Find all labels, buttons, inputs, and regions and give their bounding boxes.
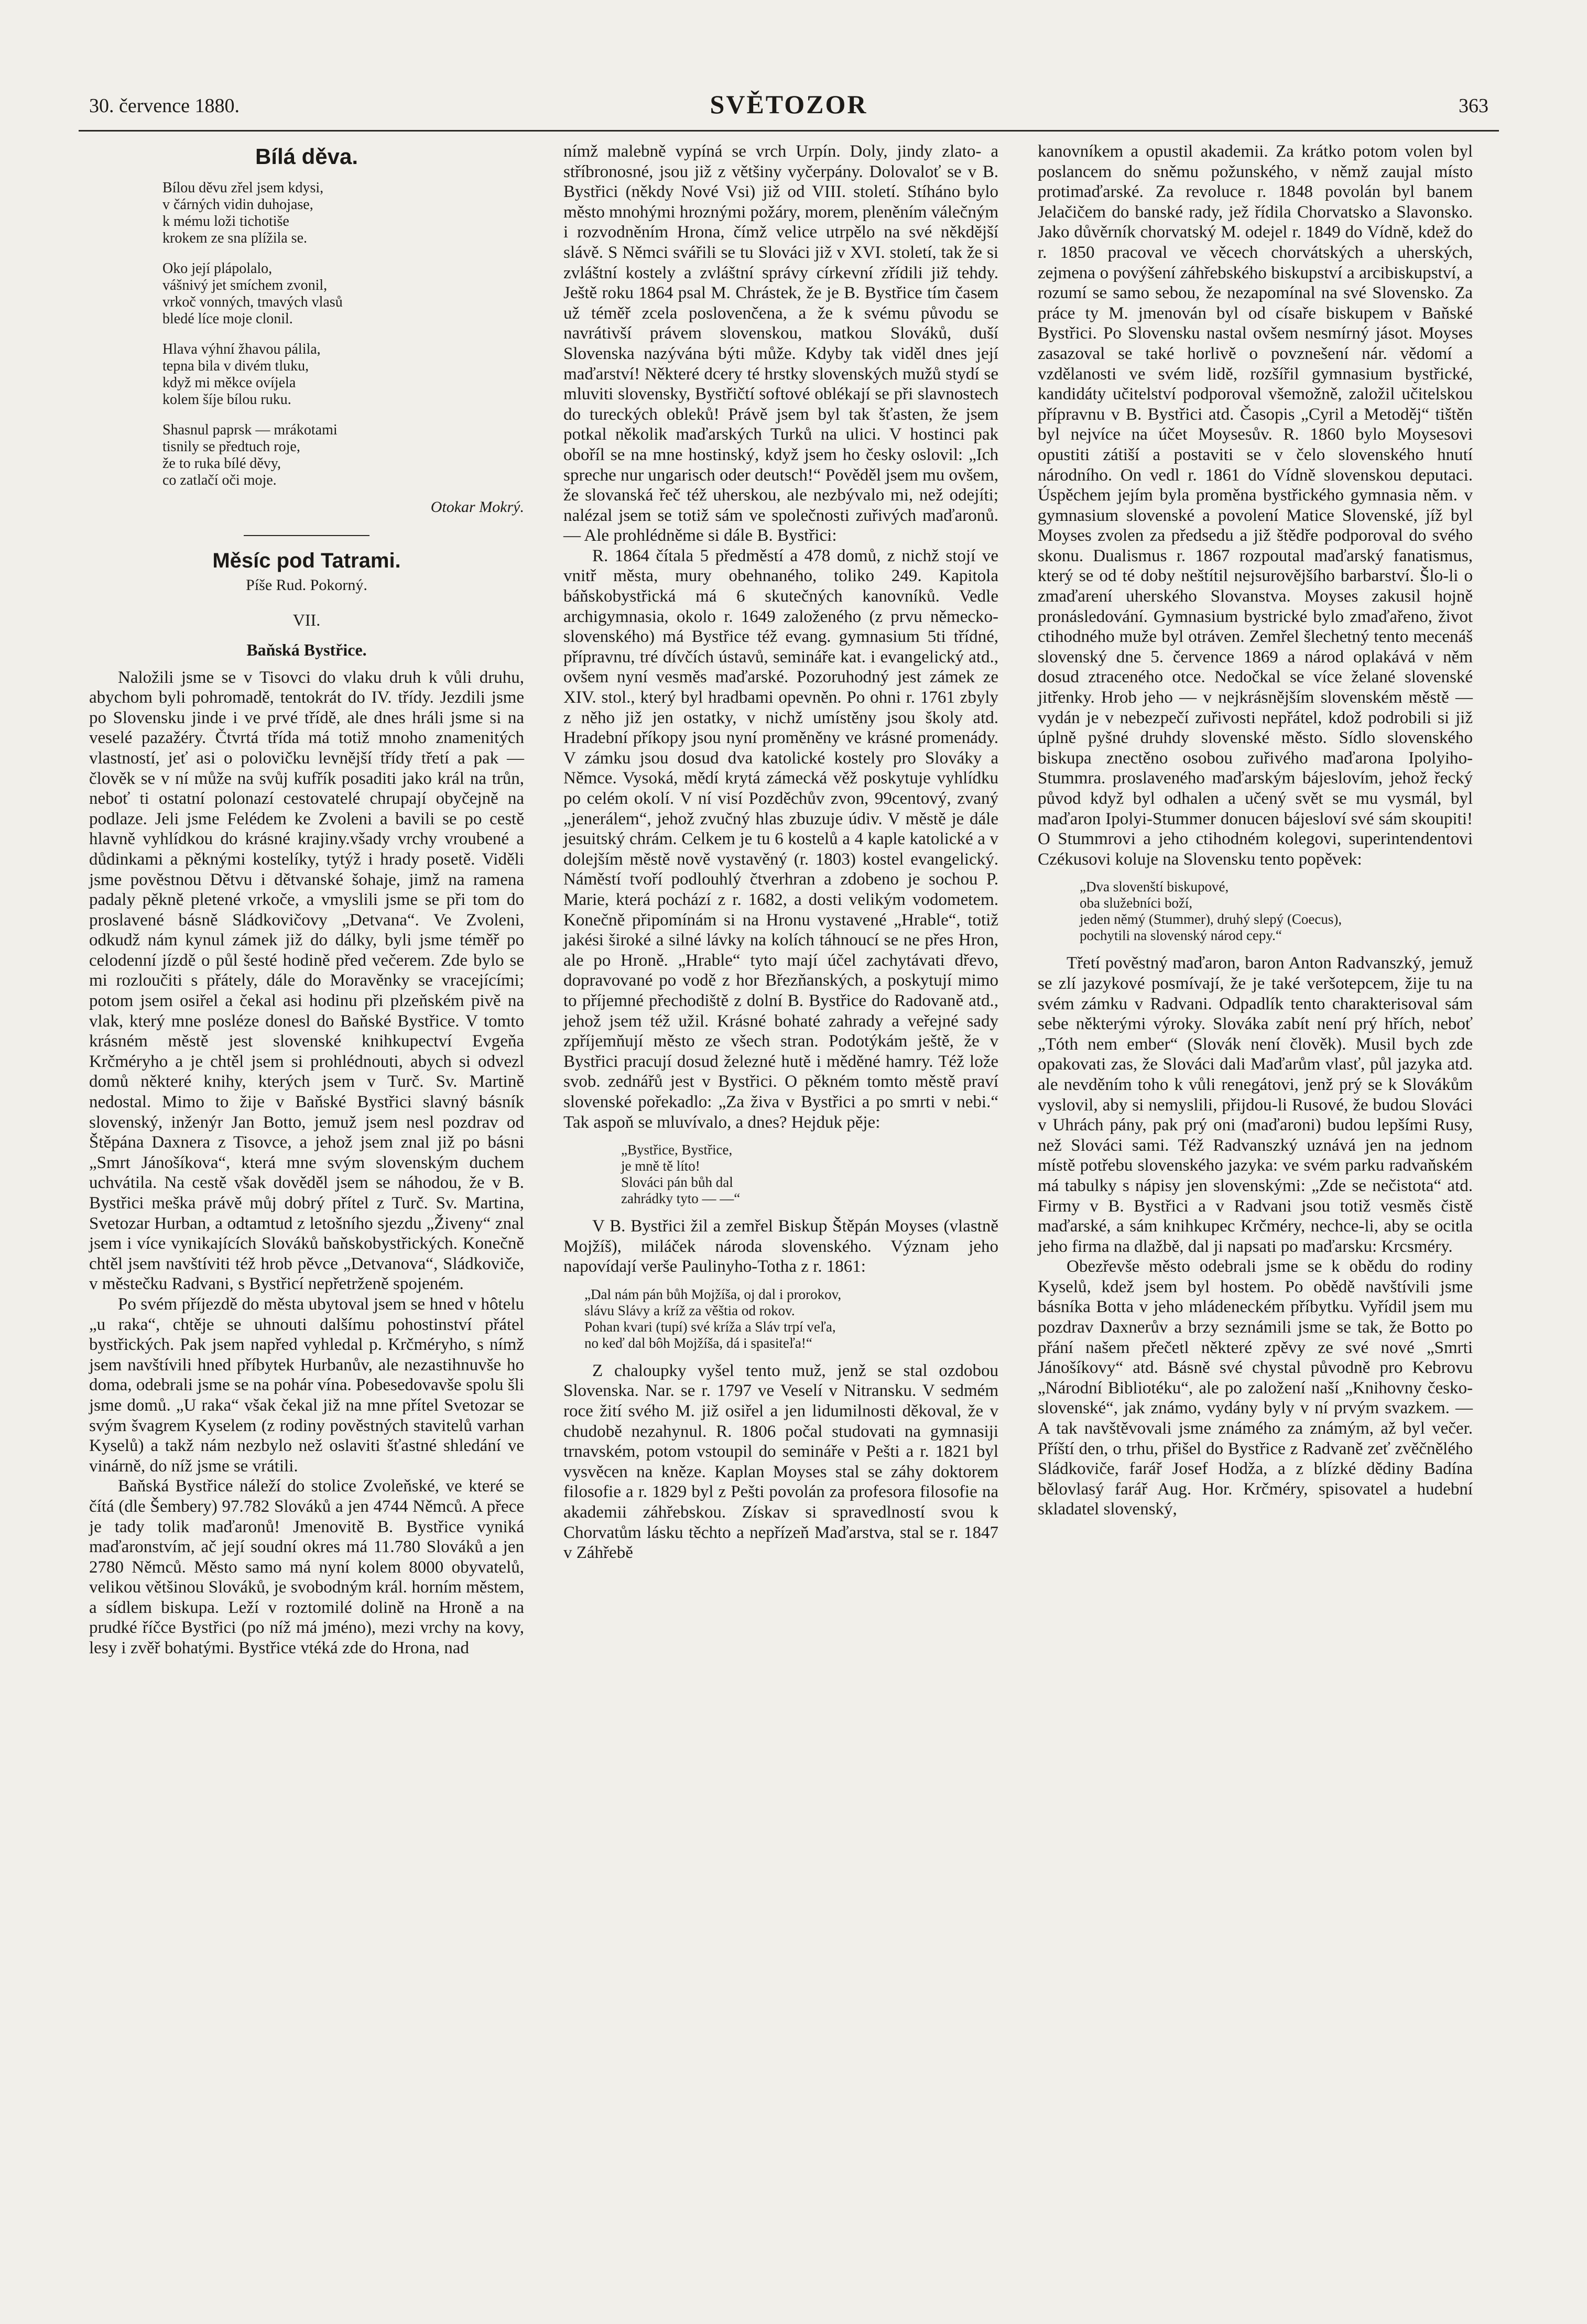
page-header [79,84,1499,126]
poem-line: vášnivý jet smíchem zvonil, [162,277,328,293]
section-title: Baňská Bystřice. [246,640,367,659]
paragraph: Z chaloupky vyšel tento muž, jenž se stal ozdobou Slovenska. Nar. se r. 1797 ve Veselí v Nitransku. V sedmém roce žití svého M. již osiřel a jen lidumilnosti děkoval, že v chudobě nezahynul. R. 1806 počal studovati na gymnasiji trnavském, potom vstoupil do semináře v Pešti a r. 1821 byl vysvěcen na kněze. Kaplan Moyses stal se záhy doktorem filosofie a r. 1829 byl z Pešti povolán za profesora filosofie na akademii záhřebskou. Získav si spravedlností svou k Chorvatům lásku těchto a nepřízeň Maďarstva, stal se r. 1847 v Záhřebě [563,1361,998,1563]
quote-line: Slováci pán bůh dal [621,1174,733,1191]
newspaper-page [79,84,1499,2274]
section-separator [244,535,369,536]
poem-line: Oko její plápolalo, [162,260,273,277]
column-1 [89,141,524,1659]
poem-line: Shasnul paprsk — mrákotami [162,421,338,438]
quote-line: „Bystřice, Bystřice, [621,1142,733,1158]
poem-stanza [162,260,524,328]
paragraph: Obezřevše město odebrali jsme se k obědu do rodiny Kyselů, kdež jsem byl hostem. Po obědě navštívili jsme básníka Botta v jeho mládeneckém příbytku. Vyřídil jsem mu pozdrav Daxnerův a brzy seznámili jsme se tak, že Botto po přání našem přečetl některé zpěvy ze své nové „Smrti Jánošíkovy“ atd. Básně své chystal původně pro Kebrovu „Národní Bibliotéku“, ale po založení naší „Knihovny česko-slovenské“, jak známo, vydány byly v ní prvým svazkem. — A tak navštěvovali jsme známého za známým, až byl večer. Příští den, o trhu, přišel do Bystřice z Radvaně zeť zvěčnělého Sládkoviče, farář Josef Hodža, a z blízké dědiny Badína bělovlasý farář Aug. Hor. Krčméry, spisovatel a hudební skladatel slovenský, [1038,1257,1473,1519]
paragraph: kanovníkem a opustil akademii. Za krátko potom volen byl poslancem do sněmu požunského, v němž zaujal místo protimaďarské. Za revoluce r. 1848 povolán byl banem Jelačičem do banské rady, jež řídila Chorvatsko a Slavonsko. Jako důvěrník chorvatský M. odejel r. 1849 do Vídně, kdež do r. 1850 pracoval ve věcech chorvátských a uherských, zejmena o povýšení záhřebského biskupství a arcibiskupství, a rozumí se samo sebou, že nezapomínal na své Slovensko. Za práce ty M. jmenován byl od císaře biskupem v Baňské Bystřici. Po Slovensku nastal ovšem nesmírný jásot. Moyses zasazoval se také horlivě o povznešení nár. vědomí a vzdělanosti ve svém lidě, rozšířil gymnasium bystřické, kandidáty učitelství podporoval všemožně, založil učitelskou přípravnu v B. Bystřici atd. Časopis „Cyril a Metoděj“ tištěn byl nejvíce na účet Moysesův. R. 1860 bylo Moysesovi opustiti zátiší a postaviti se v čelo slovenského hnutí národního. On vedl r. 1861 do Vídně slovenskou deputaci. Úspěchem jejím byla proměna bystřického gymnasia něm. v gymnasium slovenské a povolení Matice Slovenské, jíž byl Moyses zvolen za předsedu a již štědře podporoval do svého skonu. Dualismus r. 1867 rozpoutal maďarský fanatismus, který se od té doby neštítil nejsurovějšího barbarství. Šlo-li o zmaďarení uherského Slovanstva. Moyses zakusil hojně pronásledování. Gymnasium bystrické bylo zmaďařeno, život ctihodného muže byl otráven. Zemřel šlechetný tento mecenáš slovenský dne 5. července 1869 a národ oplakává v něm dosud ztraceného otce. Nedočkal se více želané slovenské jitřenky. Hrob jeho — v nejkrásnějším slovenském městě — vydán je v nebezpečí zuřivosti nepřátel, kdož podrobili si již úplně pyšné druhdy slovenské město. Sídlo slovenského biskupa znectěno osobou zuřivého maďarona Ipolyiho-Stummra. proslaveného maďarským bájeslovím, jehož řecký původ když byl odhalen a učený svět se mu vysmál, byl maďaron Ipolyi-Stummer donucen bájesloví své sám skoupiti! O Stummrovi a jeho ctihodném kolegovi, superintendentovi Czékusovi koluje na Slovensku tento popěvek: [1038,142,1473,869]
chapter-number: VII. [292,610,321,630]
poem-stanza [162,180,524,247]
paragraph: Po svém příjezdě do města ubytoval jsem se hned v hôtelu „u raka“, chtěje se uhnouti dalšímu pohostinství přátel bystřických. Pak jsem napřed vyhledal p. Krčméryho, s nímž jsem navštívili hned příbytek Hurbanův, ale nezastihnuvše ho doma, odebrali jsme se na pohár vína. Pobesedovavše spolu šli jsme domů. „U raka“ však čekal již na mne přítel Svetozar se svým švagrem Kyselem (z rodiny pověstných stavitelů varhan Kyselů) a takž nám nezbylo než oslaviti šťastné shledání ve vinárně, do níž jsme se vrátili. [89,1294,524,1476]
paragraph: Třetí pověstný maďaron, baron Anton Radvanszký, jemuž se zlí jazykové posmívají, že je také veršotepcem, žije tu na svém zámku v Radvani. Odpadlík tento charakterisoval sám sebe některými výroky. Slováka zabít není prý hřích, neboť „Tóth nem ember“ (Slovák není člověk). Musil bych zde opakovati zas, že Slováci dali Maďarům vlasť, půl jazyka atd. ale nevděním toho k vůli renegátovi, jenž prý se k Slovákům vyslovil, aby si nemyslili, přijdou-li Rusové, že budou Slováci v Uhrách pány, pak prý oni (maďaroni) budou lepšími Rusy, než Slováci sami. Též Radvanszký uznává jen na jednom místě potřebu slovenského jazyka: ve svém parku radvaňském má tabulky s nápisy jen slovenskými: „Zde se nečistota“ atd. Firmy v B. Bystřici a v Radvani jsou totiž vesměs čistě maďarské, a sám knihkupec Krčméry, nechce-li, aby se ocitla jeho firma na dlažbě, dal ji napsati po maďarsku: Krcsméry. [1038,954,1473,1256]
paragraph: R. 1864 čítala 5 předměstí a 478 domů, z nichž stojí ve vnitř města, mury obehnaného, toliko 249. Kapitola báňskobystřická má 6 skutečných kanovníků. Vedle archigymnasia, okolo r. 1649 založeného (z prvu německo-slovenského) má Bystřice též evang. gymnasium 5ti třídné, přípravnu, tré dívčích ústavů, semináře kat. i evangelický atd., ovšem nyní vesměs maďarské. Pozoruhodný jest zámek ze XIV. stol., který byl hradbami opevněn. Po ohni r. 1761 zbyly z něho již jen ostatky, v nichž umístěny jsou školy atd. Hradební příkopy jsou nyní proměněny ve krásné promenády. V zámku jsou dosud dva katolické kostely pro Slováky a Němce. Vysoká, mědí krytá zámecká věž poskytuje vyhlídku po celém okolí. V ní visí Pozděchův zvon, 99centový, zvaný „jenerálem“, jehož zvučný hlas zbuzuje údiv. V městě je dále jesuitský chrám. Celkem je tu 6 kostelů a 4 kaple katolické a v dolejším městě nově vystavěný (r. 1803) kostel evangelický. Náměstí tvoří podlouhlý čtverhran a zdobeno je sochou P. Marie, která pochází z r. 1682, a dosti velikým vodometem. Konečně připomínám si na Hronu vystavené „Hrable“, totiž jakési široké a silné lávky na kolích táhnoucí se ne přes Hron, ale po Hroně. „Hrable“ tyto mají účel zachytávati dřevo, dopravované po vodě z hor Březňanských, a poskytují mimo to příjemné přechodiště z dolní B. Bystřice do Radovaně atd., jehož jsem též užil. Krásné bohaté zahrady a veřejné sady zpříjemňují město ze všech stran. Podotýkám ještě, že v Bystřici pracují dosud železné hutě i měděné hamry. Též lože svob. zednářů jest v Bystřici. O pěkném tomto městě praví slovenské pořekadlo: „Za živa v Bystřici a po smrti v nebi.“ Tak aspoň se mluvívalo, a dnes? Hejduk pěje: [563,546,998,1132]
poem-stanza [162,341,524,408]
page-number: 363 [1459,95,1488,117]
poem-line: že to ruka bílé děvy, [162,455,281,472]
quote-line: no keď dal bôh Mojžíša, dá i spasiteľa!“ [584,1335,812,1351]
paragraph: nímž malebně vypíná se vrch Urpín. Doly, jindy zlato- a stříbronosné, jsou již z většiny vyčerpány. Dolovaloť se v B. Bystřici (někdy Nové Vsi) již od VIII. století. Stíháno bylo město mnohými hroznými požáry, morem, pleněním válečným i rozvodněním Hrona, čímž velice utrpělo na své někdější slávě. S Němci svářili se tu Slováci již v XVI. století, tak že si zvláštní kostely a zvláštní správy církevní zřídili již tehdy. Ještě roku 1864 psal M. Chrástek, že je B. Bystřice tím časem už téměř zcela poslovenčena, a že k svému původu se navrátivší právem slovenskou, matkou Slováků, duší Slovenska nazývána býti může. Kdyby tak viděl dnes její maďarství! Některé dcery té hrstky slovenských mužů stydí se mluviti slovensky, Bystřičtí softové oblékají se při slavnostech do tureckých obleků! Právě jsem byl tak šťasten, že jsem potkal několik maďarských Turků na ulici. V hostinci pak oboříl se na mne hostinský, když jsem ho česky oslovil: „Ich spreche nur ungarisch oder deutsch!“ Pověděl jsem mu ovšem, že slovanská řeč též uherskou, ale nezbývalo mi, než odejíti; nalézal jsem se totiž sám ve společnosti zuřivých maďaronů. — Ale prohlédněme si dále B. Bystřici: [563,142,998,545]
poem-stanza [162,422,524,489]
poem-line: bledé líce moje clonil. [162,310,293,327]
poem-line: Bílou děvu zřel jsem kdysi, [162,179,324,196]
verse-quote [584,1286,998,1351]
poem-line: krokem ze sna plížila se. [162,230,308,246]
verse-quote [1080,879,1473,944]
column-3 [1038,141,1473,1520]
quote-line: Pohan kvari (tupí) své kríža a Sláv trpí veľa, [584,1318,836,1335]
poem-line: kolem šíje bílou ruku. [162,391,291,408]
poem-line: když mi měkce ovíjela [162,374,296,391]
quote-line: oba služebníci boží, [1080,895,1193,911]
quote-line: „Dal nám pán bůh Mojžíša, oj dal i prorokov, [584,1286,842,1302]
quote-line: je mně tě líto! [621,1158,700,1174]
poem-author: Otokar Mokrý. [430,498,524,516]
story-title: Měsíc pod Tatrami. [212,549,401,573]
verse-quote [621,1142,998,1207]
poem-line: Hlava výhní žhavou pálila, [162,341,321,357]
poem-line: tepna bila v divém tluku, [162,357,309,374]
quote-line: „Dva slovenští biskupové, [1080,879,1229,895]
poem-title: Bílá děva. [255,144,358,169]
quote-line: zahrádky tyto — —“ [621,1191,741,1207]
paragraph: Naložili jsme se v Tisovci do vlaku druh k vůli druhu, abychom byli pohromadě, tentokrát do IV. třídy. Jezdili jsme po Slovensku jinde i ve prvé třídě, ale dnes hráli jsme si na veselé pazažéry. Čtvrtá třída má totiž mnoho znamenitých vlastností, jeť asi o polovičku levnější třídy třetí a pak — člověk se v ní může na svůj kufřík posaditi jako král na trůn, neboť ti ostatní polonazí cestovatelé chrupají obyčejně na podlaze. Jeli jsme Felédem ke Zvoleni a bavili se po cestě hlavně vyhlídkou do krásné krajiny.všady vrchy vroubené a důdinkami a pěknými kostelíky, tytýž i hrady posetě. Viděli jsme pověstnou Dětvu i dětvanské šohaje, jimž na ramena padaly pěkně pletené vrkoče, a vmyslili jsme se při tom do proslavené básně Sládkovičovy „Detvana“. Ve Zvoleni, odkudž nám kynul zámek již do dálky, byli jsme téměř po celodenní jízdě o půl šesté hodině před večerem. Zde bylo se mi rozloučiti s přátely, dále do Moravěnky se vracejícími; potom jsem osiřel a čekal asi hodinu při plzeňském pivě na vlak, který mne posléze donesl do Baňské Bystřice. V tomto krásném městě jest slovenské knihkupectví Evgeňa Krčméryho a je chtěl jsem si prohlédnouti, abych si odvezl domů některé knihy, kterých jsem v Turč. Sv. Martině nedostal. Mimo to žije v Baňské Bystřici slavný básník slovenský, inženýr Jan Botto, jemuž jsem nesl pozdrav od Štěpána Daxnera z Tisovce, a jehož jsem znal již po básni „Smrt Jánošíkova“, která mne svým slovenským duchem uchvátila. Na cestě však dověděl jsem se náhodou, že v B. Bystřici meška právě můj dobrý přítel z Turč. Sv. Martina, Svetozar Hurban, a odtamtud z letošního sjezdu „Živeny“ znal jsem i více vynikajících Slováků baňskobystřických. Konečně chtěl jsem navštíviti též hrob pěvce „Detvanova“, Sládkoviče, v městečku Radvani, s Bystřicí nepřetrženě spojeném. [89,668,524,1294]
poem-line: k mému loži tichotiše [162,213,289,230]
quote-line: slávu Slávy a kríž za věštia od rokov. [584,1302,795,1318]
poem-line: vrkoč vonných, tmavých vlasů [162,293,343,310]
paragraph: Baňská Bystřice náleží do stolice Zvoleňské, ve které se čítá (dle Šembery) 97.782 Slováků a jen 4744 Němců. A přece je tady tolik maďaronů! Jmenovitě B. Bystřice vyniká maďaronstvím, ač její soudní okres má 11.780 Slováků a jen 2780 Němců. Město samo má nyní kolem 8000 obyvatelů, velikou většinou Slováků, je svobodným král. horním městem, a sídlem biskupa. Leží v roztomilé dolině na Hroně a na prudké říčce Bystřici (po níž má jméno), mezi vrchy na kovy, lesy i zvěř bohatými. Bystřice vtéká zde do Hrona, nad [89,1477,524,1658]
quote-line: pochytili na slovenský národ cepy.“ [1080,928,1282,944]
poem-line: v čárných vidin duhojase, [162,196,313,213]
issue-date: 30. července 1880. [89,95,240,117]
quote-line: jeden němý (Stummer), druhý slepý (Coecus), [1080,911,1342,928]
column-2 [563,141,998,1563]
story-byline: Píše Rud. Pokorný. [246,576,367,594]
paragraph: V B. Bystřici žil a zemřel Biskup Štěpán Moyses (vlastně Mojžíš), miláček národa slovenského. Význam jeho napovídají verše Paulinyho-Totha z r. 1861: [563,1217,998,1276]
poem-line: tisnily se předtuch roje, [162,438,300,455]
header-rule [79,130,1499,132]
masthead-title: SVĚTOZOR [710,90,868,119]
poem-body [162,180,524,489]
poem-line: co zatlačí oči moje. [162,472,277,488]
